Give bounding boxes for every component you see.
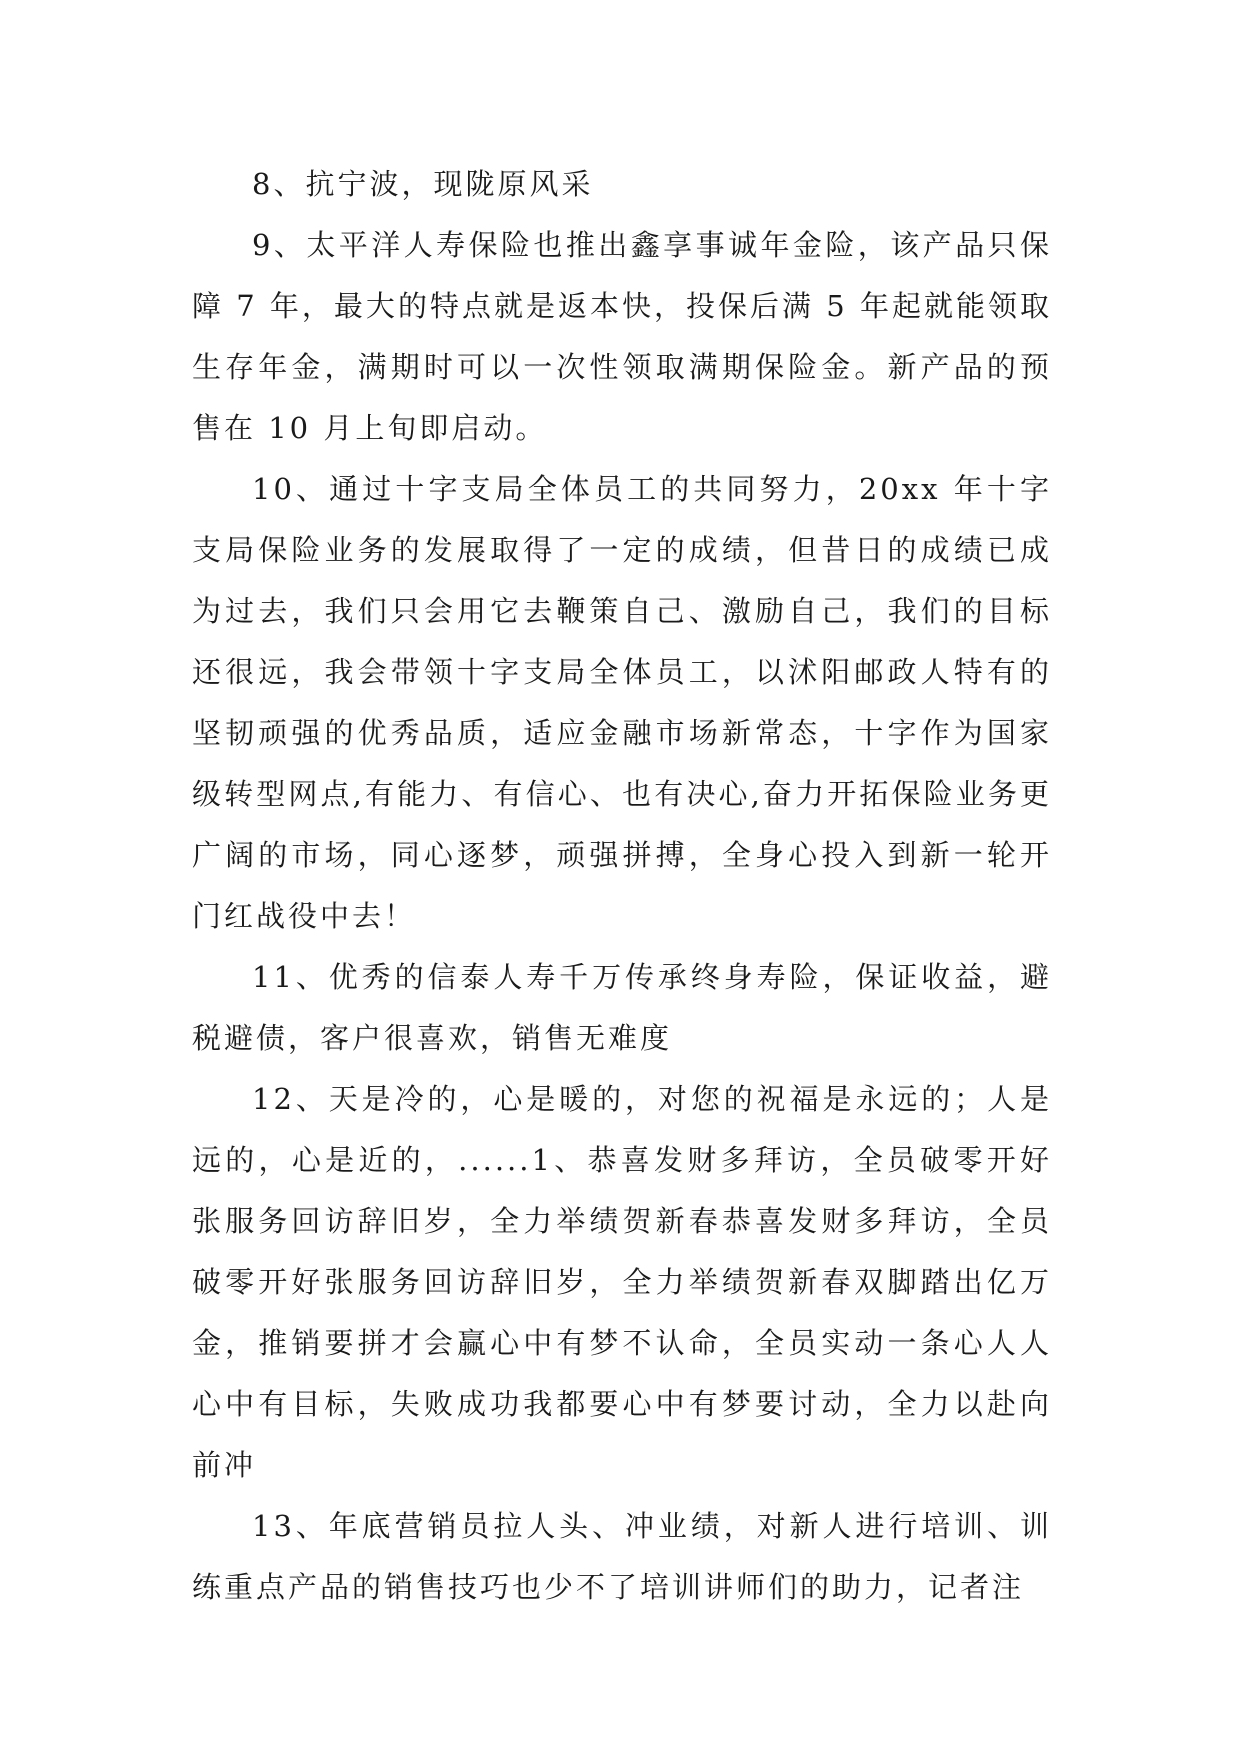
- paragraph-9: 9、太平洋人寿保险也推出鑫享事诚年金险，该产品只保障 7 年，最大的特点就是返本快，投保后满 5 年起就能领取生存年金，满期时可以一次性领取满期保险金。新产品的预售在 10 月上旬即启动。: [192, 228, 1052, 445]
- paragraph-13: 13、年底营销员拉人头、冲业绩，对新人进行培训、训练重点产品的销售技巧也少不了培训讲师们的助力，记者注: [192, 1509, 1052, 1604]
- paragraph-10: 10、通过十字支局全体员工的共同努力，20xx 年十字支局保险业务的发展取得了一定的成绩，但昔日的成绩已成为过去，我们只会用它去鞭策自己、激励自己，我们的目标还很远，我会带领十字支局全体员工，以沭阳邮政人特有的坚韧顽强的优秀品质，适应金融市场新常态，十字作为国家级转型网点,有能力、有信心、也有决心,奋力开拓保险业务更广阔的市场，同心逐梦，顽强拼搏，全身心投入到新一轮开门红战役中去！: [192, 472, 1052, 933]
- paragraph-12: 12、天是冷的，心是暖的，对您的祝福是永远的；人是远的，心是近的，......1、恭喜发财多拜访，全员破零开好张服务回访辞旧岁，全力举绩贺新春恭喜发财多拜访，全员破零开好张服务回访辞旧岁，全力举绩贺新春双脚踏出亿万金，推销要拼才会赢心中有梦不认命，全员实动一条心人人心中有目标，失败成功我都要心中有梦要讨动，全力以赴向前冲: [192, 1082, 1052, 1482]
- paragraph-11: 11、优秀的信泰人寿千万传承终身寿险，保证收益，避税避债，客户很喜欢，销售无难度: [192, 960, 1052, 1055]
- document-body: [192, 154, 1052, 1618]
- paragraph-8: 8、抗宁波，现陇原风采: [252, 167, 594, 201]
